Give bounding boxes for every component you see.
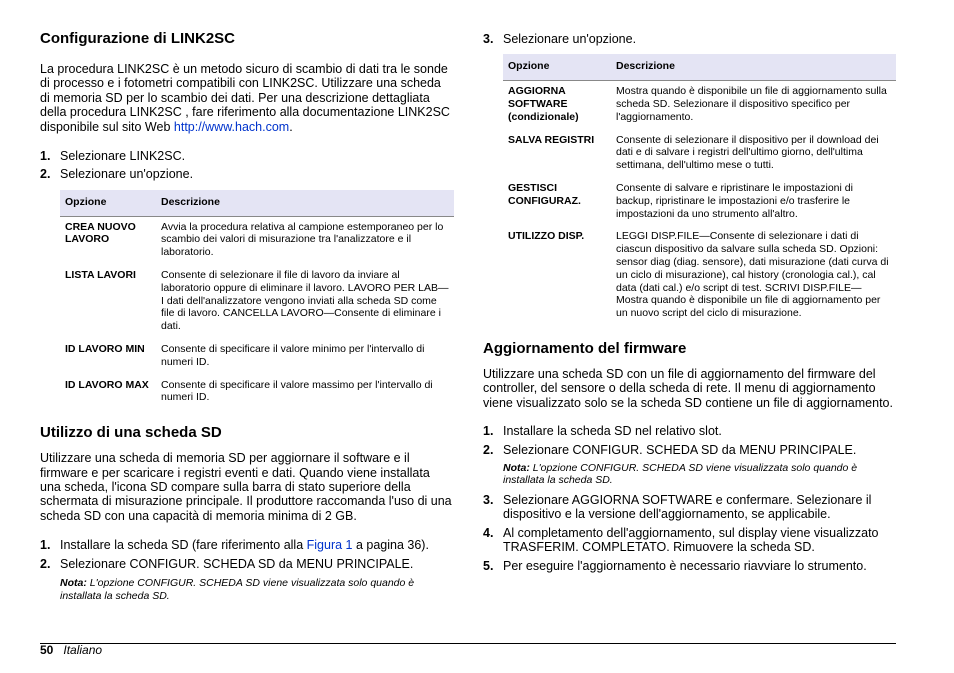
step-number: 2. bbox=[40, 556, 51, 571]
left-column bbox=[40, 30, 454, 602]
sd-card-note bbox=[40, 577, 454, 602]
sd-options-table bbox=[503, 54, 896, 326]
step-text: Installare la scheda SD (fare riferimento alla bbox=[60, 538, 307, 553]
step-item bbox=[483, 443, 896, 457]
page-footer bbox=[40, 642, 102, 658]
step-text: Selezionare un'opzione. bbox=[60, 167, 194, 182]
step-text: Selezionare CONFIGUR. SCHEDA SD da MENU PRINCIPALE. bbox=[60, 556, 414, 571]
option-description: Mostra quando è disponibile un file di aggiornamento sulla scheda SD. Selezionare il dispositivo specifico per l'aggiornamento. bbox=[616, 85, 887, 123]
table-row bbox=[60, 216, 454, 265]
step-text: Al completamento dell'aggiornamento, sul display viene visualizzato TRASFERIM. COMPLETATO. Rimuovere la scheda SD. bbox=[503, 525, 879, 555]
note-text: L'opzione CONFIGUR. SCHEDA SD viene visualizzata solo quando è installata la scheda SD. bbox=[60, 577, 415, 602]
option-name: ID LAVORO MAX bbox=[65, 378, 149, 391]
note-text: L'opzione CONFIGUR. SCHEDA SD viene visualizzata solo quando è installata la scheda SD. bbox=[503, 461, 858, 487]
option-description: Avvia la procedura relativa al campione estemporaneo per lo scambio dei valori di misurazione tra l'analizzatore e il laboratorio. bbox=[161, 220, 444, 259]
right-column bbox=[483, 32, 896, 573]
step-number: 1. bbox=[40, 149, 51, 164]
option-name: CREA NUOVO LAVORO bbox=[65, 220, 136, 246]
option-description: Consente di salvare e ripristinare le impostazioni di backup, ripristinare le impostazioni e/o trasferire le impostazioni da uno strumento all'altro. bbox=[616, 181, 853, 220]
step-item bbox=[40, 538, 454, 552]
header-description: Descrizione bbox=[611, 54, 896, 80]
header-option: Opzione bbox=[60, 190, 156, 216]
table-row bbox=[60, 375, 454, 411]
link2sc-intro bbox=[40, 62, 454, 134]
step-number: 5. bbox=[483, 558, 494, 573]
footer-language: Italiano bbox=[63, 643, 103, 657]
step-item bbox=[483, 32, 896, 46]
footer-divider bbox=[40, 643, 896, 644]
link2sc-steps bbox=[40, 149, 454, 182]
step-item bbox=[40, 149, 454, 163]
link2sc-options-table-wrap bbox=[40, 190, 454, 410]
section-title-link2sc: Configurazione di LINK2SC bbox=[40, 30, 235, 47]
step-text: Per eseguire l'aggiornamento è necessario riavviare lo strumento. bbox=[503, 558, 867, 573]
link-suffix: . bbox=[289, 119, 293, 134]
link2sc-options-table bbox=[60, 190, 454, 410]
step-number: 3. bbox=[483, 32, 494, 46]
table-row bbox=[503, 178, 896, 226]
option-name: SALVA REGISTRI bbox=[508, 133, 595, 146]
table-row bbox=[503, 130, 896, 178]
option-description: Consente di specificare il valore massimo per l'intervallo di numeri ID. bbox=[161, 378, 433, 404]
step-text: Selezionare un'opzione. bbox=[503, 32, 637, 46]
firmware-note bbox=[483, 462, 896, 487]
step-text: Selezionare LINK2SC. bbox=[60, 149, 186, 164]
table-header-row bbox=[503, 54, 896, 80]
step-text-suffix: a pagina 36). bbox=[352, 538, 429, 553]
header-description: Descrizione bbox=[156, 190, 454, 216]
note-label: Nota: bbox=[60, 577, 87, 590]
section-title-firmware-update: Aggiornamento del firmware bbox=[483, 339, 687, 357]
sd-options-table-wrap bbox=[483, 54, 896, 326]
step-text: Selezionare AGGIORNA SOFTWARE e confermare. Selezionare il dispositivo e la versione dell'aggiornamento, se applicabile. bbox=[503, 492, 872, 522]
header-option: Opzione bbox=[503, 54, 611, 80]
sd-card-steps bbox=[40, 538, 454, 571]
option-description: LEGGI DISP.FILE—Consente di selezionare i dati di ciascun dispositivo da salvare sulla scheda SD. Opzioni: sensor diag (diag. sensore), dati misurazione (dati curva di un ciclo di misurazione), cal history (cronologia cal.), cal data (dati cal.) e/o script di test. SCRIVI DISP.FILE—Mostra quando è disponibile un file di aggiornamento per un nuovo script del ciclo di misurazione. bbox=[616, 230, 889, 320]
step-item bbox=[483, 493, 896, 522]
step-item bbox=[483, 526, 896, 555]
figure-1-link[interactable]: Figura 1 bbox=[306, 538, 353, 553]
page-number: 50 bbox=[40, 643, 54, 657]
option-description: Consente di specificare il valore minimo per l'intervallo di numeri ID. bbox=[161, 343, 425, 368]
step-text: Installare la scheda SD nel relativo slot. bbox=[503, 424, 722, 439]
table-row bbox=[60, 265, 454, 339]
section-title-sd-card: Utilizzo di una scheda SD bbox=[40, 424, 222, 442]
option-name: ID LAVORO MIN bbox=[65, 343, 145, 356]
step-item bbox=[483, 559, 896, 573]
firmware-steps-continued bbox=[483, 493, 896, 573]
step-number: 3. bbox=[483, 492, 494, 507]
option-name: AGGIORNA SOFTWARE (condizionale) bbox=[508, 85, 579, 123]
sd-card-steps-continued bbox=[483, 32, 896, 46]
link2sc-intro-text: La procedura LINK2SC è un metodo sicuro di scambio di dati tra le sonde di processo e i fotometri compatibili con LINK2SC. Utilizzare una scheda di memoria SD per lo scambio dei dati. Per una descrizione dettagliata della procedura LINK2SC , fare riferimento alla documentazione LINK2SC disponibile sul sito Web bbox=[40, 62, 450, 134]
table-row bbox=[60, 339, 454, 375]
note-label: Nota: bbox=[503, 461, 530, 474]
table-header-row bbox=[60, 190, 454, 216]
step-item bbox=[40, 167, 454, 181]
sd-card-intro: Utilizzare una scheda di memoria SD per aggiornare il software e il firmware e per scaricare i registri eventi e dati. Quando viene installata una scheda, l'icona SD compare sulla barra di stato superiore della schermata di misurazione principale. Il produttore raccomanda l'uso di una scheda SD con una capacità di memoria minima di 2 GB. bbox=[40, 451, 452, 523]
firmware-intro: Utilizzare una scheda SD con un file di aggiornamento del firmware del controller, del sensore o della scheda di rete. Il menu di aggiornamento viene visualizzato solo se la scheda SD contiene un file di aggiornamento. bbox=[483, 366, 893, 410]
step-item bbox=[40, 557, 454, 571]
option-name: UTILIZZO DISP. bbox=[508, 230, 585, 243]
step-number: 2. bbox=[483, 442, 494, 457]
option-name: GESTISCI CONFIGURAZ. bbox=[508, 181, 581, 207]
step-number: 2. bbox=[40, 167, 51, 182]
step-number: 1. bbox=[40, 538, 51, 553]
firmware-steps bbox=[483, 424, 896, 457]
option-description: Consente di selezionare il file di lavoro da inviare al laboratorio oppure di eliminare il lavoro. LAVORO PER LAB—I dati dell'analizzatore vengono inviati alla scheda SD come file di lavoro. CANCELLA LAVORO—Consente di eliminare i dati. bbox=[161, 269, 449, 333]
step-item bbox=[483, 424, 896, 438]
option-description: Consente di selezionare il dispositivo per il download dei dati e di salvare i registri dell'ultimo giorno, dell'ultima settimana, dell'ultimo mese o tutti. bbox=[616, 133, 879, 172]
step-number: 4. bbox=[483, 525, 494, 540]
step-number: 1. bbox=[483, 424, 494, 439]
table-row bbox=[503, 226, 896, 326]
hach-website-link[interactable]: http://www.hach.com bbox=[173, 119, 290, 134]
option-name: LISTA LAVORI bbox=[65, 269, 136, 282]
table-row bbox=[503, 81, 896, 130]
step-text: Selezionare CONFIGUR. SCHEDA SD da MENU PRINCIPALE. bbox=[503, 442, 857, 457]
